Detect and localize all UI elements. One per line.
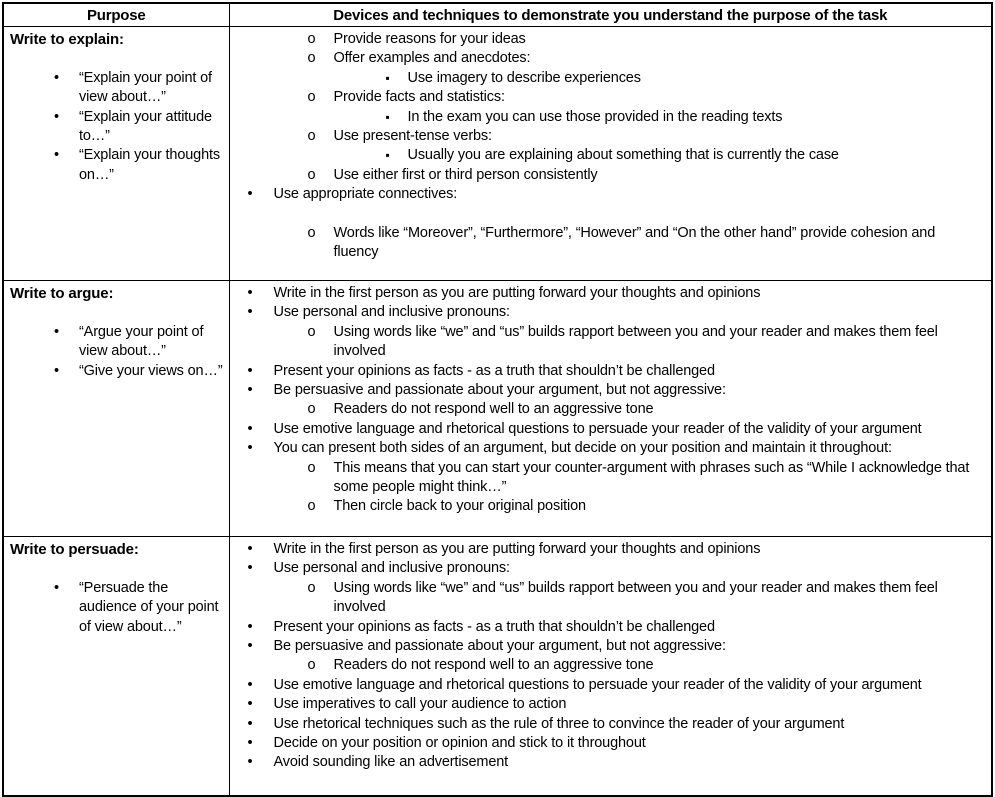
device-bullet-text: Present your opinions as facts - as a truth that shouldn’t be challenged [273, 362, 715, 379]
device-bullet-text: Decide on your position or opinion and stick to it throughout [273, 735, 646, 752]
device-bullet-item [308, 49, 992, 68]
disc-bullet-icon: • [54, 108, 59, 125]
device-bullet-item [308, 579, 992, 618]
device-bullet-item [308, 400, 992, 419]
device-bullet-text: Using words like “we” and “us” builds rapport between you and your reader and makes them feel involved [333, 579, 938, 616]
devices-list [230, 540, 992, 773]
device-bullet-text: Present your opinions as facts - as a truth that shouldn’t be challenged [273, 618, 715, 635]
device-bullet-text: Write in the first person as you are putting forward your thoughts and opinions [273, 285, 761, 301]
device-bullet-item [248, 185, 992, 204]
device-bullet-item [308, 656, 992, 675]
disc-bullet-icon: • [247, 304, 253, 321]
purpose-bullet-text: “Give your views on…” [79, 362, 223, 379]
device-bullet-text: Words like “Moreover”, “Furthermore”, “However” and “On the other hand” provide cohesion and fluency [333, 225, 936, 261]
devices-list [230, 30, 992, 263]
device-bullet-item [248, 734, 992, 753]
disc-bullet-icon: • [54, 69, 59, 86]
devices-cell-persuade [229, 537, 992, 797]
circle-bullet-icon: o [307, 401, 316, 418]
device-bullet-item [248, 618, 992, 637]
disc-bullet-icon: • [247, 362, 253, 379]
blank-line [10, 303, 225, 322]
square-bullet-icon: ▪ [385, 109, 390, 124]
purpose-bullet-text: “Argue your point of view about…” [79, 323, 204, 360]
purpose-bullet-item [54, 69, 225, 108]
disc-bullet-icon: • [247, 382, 253, 399]
table-row-write-to-persuade [3, 537, 992, 797]
disc-bullet-icon: • [247, 676, 253, 693]
device-bullet-text: Provide facts and statistics: [333, 89, 505, 106]
device-bullet-item [308, 224, 992, 263]
device-bullet-item [248, 637, 992, 656]
device-bullet-text: Use emotive language and rhetorical questions to persuade your reader of the validity of your argument [273, 420, 922, 437]
blank-line [10, 49, 225, 68]
purpose-bullet-item [54, 579, 225, 637]
purpose-title: Write to argue: [10, 285, 114, 302]
disc-bullet-icon: • [54, 147, 59, 164]
device-bullet-text: Write in the first person as you are putting forward your thoughts and opinions [273, 541, 761, 557]
device-bullet-text: In the exam you can use those provided in the reading texts [407, 108, 783, 125]
device-bullet-text: Using words like “we” and “us” builds rapport between you and your reader and makes them feel involved [333, 323, 938, 360]
disc-bullet-icon: • [54, 323, 59, 340]
purpose-bullet-text: “Explain your attitude to…” [79, 108, 212, 145]
blank-line [230, 205, 992, 224]
purpose-bullet-text: “Explain your point of view about…” [79, 69, 212, 106]
square-bullet-icon: ▪ [385, 148, 390, 163]
device-bullet-item [248, 381, 992, 400]
device-bullet-item [248, 540, 992, 559]
device-bullet-item [248, 753, 992, 772]
disc-bullet-icon: • [247, 735, 253, 752]
header-row [3, 3, 992, 27]
device-bullet-text: Readers do not respond well to an aggressive tone [333, 401, 654, 418]
disc-bullet-icon: • [247, 285, 253, 301]
purpose-bullet-list [10, 579, 225, 637]
device-bullet-text: Use either first or third person consistently [333, 166, 598, 183]
device-bullet-text: Usually you are explaining about something that is currently the case [407, 147, 839, 164]
device-bullet-text: Provide reasons for your ideas [333, 31, 526, 47]
device-bullet-item [308, 323, 992, 362]
disc-bullet-icon: • [247, 715, 253, 732]
device-bullet-text: You can present both sides of an argument, but decide on your position and maintain it throughout: [273, 440, 892, 457]
device-bullet-item [308, 88, 992, 107]
device-bullet-text: This means that you can start your counter-argument with phrases such as “While I acknowledge that some people might think…” [333, 459, 970, 496]
disc-bullet-icon: • [247, 638, 253, 655]
device-bullet-text: Then circle back to your original position [333, 498, 586, 515]
device-bullet-item [386, 108, 992, 127]
disc-bullet-icon: • [247, 696, 253, 713]
device-bullet-item [308, 459, 992, 498]
purpose-cell-argue [3, 281, 229, 537]
purpose-bullet-item [54, 323, 225, 362]
device-bullet-item [248, 559, 992, 578]
devices-list [230, 284, 992, 517]
purpose-title: Write to explain: [10, 31, 124, 48]
circle-bullet-icon: o [307, 89, 316, 106]
device-bullet-text: Use emotive language and rhetorical questions to persuade your reader of the validity of your argument [273, 676, 922, 693]
circle-bullet-icon: o [307, 579, 316, 596]
device-bullet-text: Avoid sounding like an advertisement [273, 754, 509, 771]
device-bullet-item [308, 497, 992, 516]
table-row-write-to-argue [3, 281, 992, 537]
device-bullet-item [308, 127, 992, 146]
circle-bullet-icon: o [307, 128, 316, 145]
device-bullet-text: Offer examples and anecdotes: [333, 50, 531, 67]
disc-bullet-icon: • [247, 186, 253, 203]
devices-cell-explain [229, 27, 992, 281]
disc-bullet-icon: • [247, 440, 253, 457]
purpose-bullet-text: “Explain your thoughts on…” [79, 147, 220, 183]
disc-bullet-icon: • [54, 579, 59, 596]
circle-bullet-icon: o [307, 31, 316, 47]
device-bullet-item [386, 69, 992, 88]
device-bullet-text: Readers do not respond well to an aggressive tone [333, 657, 654, 674]
disc-bullet-icon: • [54, 362, 59, 379]
circle-bullet-icon: o [307, 498, 316, 515]
circle-bullet-icon: o [307, 323, 316, 340]
purpose-bullet-item [54, 362, 225, 381]
circle-bullet-icon: o [307, 50, 316, 67]
circle-bullet-icon: o [307, 657, 316, 674]
device-bullet-text: Be persuasive and passionate about your argument, but not aggressive: [273, 638, 726, 655]
purpose-devices-table [2, 2, 993, 797]
blank-line [10, 559, 225, 578]
device-bullet-text: Use personal and inclusive pronouns: [273, 560, 510, 577]
disc-bullet-icon: • [247, 541, 253, 557]
square-bullet-icon: ▪ [385, 70, 390, 85]
purpose-cell-explain [3, 27, 229, 281]
device-bullet-item [248, 715, 992, 734]
disc-bullet-icon: • [247, 560, 253, 577]
purpose-cell-persuade [3, 537, 229, 797]
device-bullet-item [248, 362, 992, 381]
purpose-bullet-list [10, 69, 225, 185]
device-bullet-item [248, 303, 992, 322]
column-header-purpose: Purpose [3, 3, 229, 27]
table-row-write-to-explain [3, 27, 992, 281]
disc-bullet-icon: • [247, 420, 253, 437]
device-bullet-item [308, 30, 992, 49]
device-bullet-text: Use imagery to describe experiences [407, 69, 641, 86]
circle-bullet-icon: o [307, 225, 316, 242]
device-bullet-item [248, 420, 992, 439]
purpose-bullet-list [10, 323, 225, 381]
device-bullet-text: Use appropriate connectives: [273, 186, 458, 203]
column-header-devices: Devices and techniques to demonstrate you understand the purpose of the task [229, 3, 992, 27]
disc-bullet-icon: • [247, 754, 253, 771]
device-bullet-item [248, 676, 992, 695]
purpose-title: Write to persuade: [10, 541, 139, 558]
device-bullet-text: Use rhetorical techniques such as the rule of three to convince the reader of your argument [273, 715, 845, 732]
device-bullet-text: Use imperatives to call your audience to action [273, 696, 567, 713]
circle-bullet-icon: o [307, 459, 316, 476]
device-bullet-item [248, 439, 992, 458]
purpose-bullet-item [54, 108, 225, 147]
device-bullet-item [248, 284, 992, 303]
devices-cell-argue [229, 281, 992, 537]
device-bullet-text: Use personal and inclusive pronouns: [273, 304, 510, 321]
circle-bullet-icon: o [307, 166, 316, 183]
device-bullet-item [248, 695, 992, 714]
device-bullet-text: Be persuasive and passionate about your argument, but not aggressive: [273, 382, 726, 399]
device-bullet-text: Use present-tense verbs: [333, 128, 492, 145]
purpose-bullet-item [54, 146, 225, 185]
disc-bullet-icon: • [247, 618, 253, 635]
device-bullet-item [308, 166, 992, 185]
device-bullet-item [386, 146, 992, 165]
purpose-bullet-text: “Persuade the audience of your point of view about…” [79, 579, 219, 635]
